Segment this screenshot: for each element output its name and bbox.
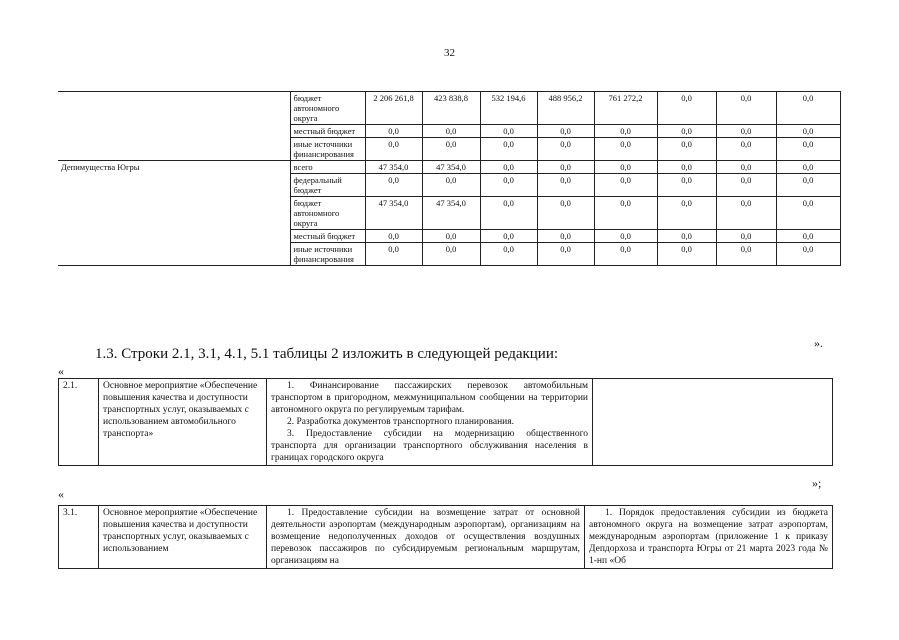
closing-quote: ».: [814, 336, 823, 350]
section-heading: 1.3. Строки 2.1, 3.1, 4.1, 5.1 таблицы 2 изложить в следующей редакции:: [95, 346, 559, 362]
activity-item: 1. Предоставление субсидии на возмещение затрат от основной деятельности аэропортам (международным аэропортам), организациям на возмещение недополученных доходов от осуществления воздушных перевозок пассажиров по субсидируемым региональным маршрутам, организациям на: [271, 508, 580, 566]
amount-cell: 0,0: [716, 230, 776, 243]
source-label: иные источники финансирования: [290, 138, 365, 161]
amount-cell: 0,0: [422, 243, 480, 266]
amount-cell: 0,0: [365, 138, 422, 161]
table-row: [58, 92, 840, 125]
amount-cell: 0,0: [594, 230, 657, 243]
amount-cell: 0,0: [657, 174, 716, 197]
source-label: иные источники финансирования: [290, 243, 365, 266]
amount-cell: 0,0: [422, 230, 480, 243]
amount-cell: 0,0: [537, 197, 594, 230]
amount-cell: 0,0: [776, 230, 840, 243]
amount-cell: 532 194,6: [480, 92, 537, 125]
amount-cell: 0,0: [537, 161, 594, 174]
table-row: [59, 379, 833, 466]
amount-cell: 0,0: [480, 243, 537, 266]
row-number: 3.1.: [59, 506, 99, 569]
measure-name: [99, 506, 267, 569]
amount-cell: 47 354,0: [422, 161, 480, 174]
table-row: [58, 161, 840, 174]
amount-cell: 0,0: [776, 243, 840, 266]
activity-item: 1. Финансирование пассажирских перевозок автомобильным транспортом в пригородном, межмуниципальном сообщении на территории автономного округа по регулируемым тарифам.: [271, 381, 588, 415]
amount-cell: 0,0: [365, 243, 422, 266]
amount-cell: 0,0: [657, 125, 716, 138]
measure-name: Основное мероприятие «Обеспечение повышения качества и доступности транспортных услуг, оказываемых с использованием автомобильного транспорта»: [99, 379, 267, 466]
amount-cell: 0,0: [480, 174, 537, 197]
row-number: 2.1.: [59, 379, 99, 466]
source-label: федеральный бюджет: [290, 174, 365, 197]
amount-cell: 761 272,2: [594, 92, 657, 125]
amount-cell: 0,0: [657, 92, 716, 125]
amount-cell: 0,0: [365, 125, 422, 138]
financing-table: [58, 91, 841, 266]
amount-cell: 0,0: [776, 92, 840, 125]
amount-cell: 0,0: [594, 243, 657, 266]
open-quote-1: «: [58, 364, 64, 378]
amount-cell: 2 206 261,8: [365, 92, 422, 125]
row-3-1-table: [58, 505, 833, 569]
document-text: 1. Порядок предоставления субсидии из бюджета автономного округа на возмещение затрат аэропортам, международным аэропортам (приложение 1 к приказу Депдорхоза и транспорта Югры от 21 марта 2023 года № 1-нп «Об: [589, 508, 828, 566]
amount-cell: 0,0: [422, 125, 480, 138]
table-row: [59, 506, 833, 569]
amount-cell: 0,0: [594, 174, 657, 197]
amount-cell: 0,0: [657, 161, 716, 174]
amount-cell: 0,0: [657, 138, 716, 161]
measure-name-text: Основное мероприятие «Обеспечение повышения качества и доступности транспортных услуг, оказываемых с использованием: [103, 508, 258, 554]
amount-cell: 0,0: [776, 197, 840, 230]
source-label: местный бюджет: [290, 125, 365, 138]
document-cell: [593, 379, 833, 466]
amount-cell: 0,0: [480, 230, 537, 243]
group-label: Депимущества Югры: [58, 161, 290, 266]
amount-cell: 0,0: [365, 174, 422, 197]
amount-cell: 0,0: [776, 138, 840, 161]
page-number: 32: [444, 47, 455, 59]
activity-item: 3. Предоставление субсидии на модернизацию общественного транспорта для организации транспортного обслуживания населения в границах городского округа: [271, 429, 588, 463]
amount-cell: 0,0: [480, 138, 537, 161]
amount-cell: 0,0: [716, 243, 776, 266]
amount-cell: 0,0: [776, 161, 840, 174]
amount-cell: 0,0: [716, 174, 776, 197]
amount-cell: 0,0: [716, 197, 776, 230]
amount-cell: 0,0: [776, 125, 840, 138]
source-label: бюджет автономного округа: [290, 92, 365, 125]
activity-item: 2. Разработка документов транспортного планирования.: [287, 417, 514, 427]
amount-cell: 0,0: [657, 243, 716, 266]
amount-cell: 0,0: [480, 125, 537, 138]
amount-cell: 0,0: [594, 161, 657, 174]
activities-cell: [267, 506, 585, 569]
amount-cell: 0,0: [716, 161, 776, 174]
amount-cell: 0,0: [594, 125, 657, 138]
amount-cell: 0,0: [480, 161, 537, 174]
activities-cell: [267, 379, 593, 466]
amount-cell: 0,0: [716, 92, 776, 125]
source-label: всего: [290, 161, 365, 174]
amount-cell: 0,0: [657, 197, 716, 230]
amount-cell: 47 354,0: [365, 197, 422, 230]
amount-cell: 423 838,8: [422, 92, 480, 125]
source-label: бюджет автономного округа: [290, 197, 365, 230]
amount-cell: 0,0: [422, 138, 480, 161]
closing-quote-2: »;: [812, 476, 822, 490]
amount-cell: 0,0: [657, 230, 716, 243]
amount-cell: 0,0: [537, 230, 594, 243]
amount-cell: 0,0: [716, 125, 776, 138]
amount-cell: 0,0: [716, 138, 776, 161]
amount-cell: 0,0: [537, 138, 594, 161]
amount-cell: 0,0: [480, 197, 537, 230]
amount-cell: 0,0: [537, 174, 594, 197]
document-cell: [585, 506, 833, 569]
amount-cell: 0,0: [365, 230, 422, 243]
amount-cell: 0,0: [537, 125, 594, 138]
amount-cell: 488 956,2: [537, 92, 594, 125]
amount-cell: 0,0: [776, 174, 840, 197]
group-cell-empty: [58, 92, 290, 161]
amount-cell: 0,0: [594, 138, 657, 161]
row-2-1-table: [58, 378, 833, 466]
amount-cell: 47 354,0: [422, 197, 480, 230]
amount-cell: 0,0: [422, 174, 480, 197]
open-quote-2: «: [58, 487, 64, 501]
source-label: местный бюджет: [290, 230, 365, 243]
amount-cell: 0,0: [537, 243, 594, 266]
amount-cell: 47 354,0: [365, 161, 422, 174]
amount-cell: 0,0: [594, 197, 657, 230]
